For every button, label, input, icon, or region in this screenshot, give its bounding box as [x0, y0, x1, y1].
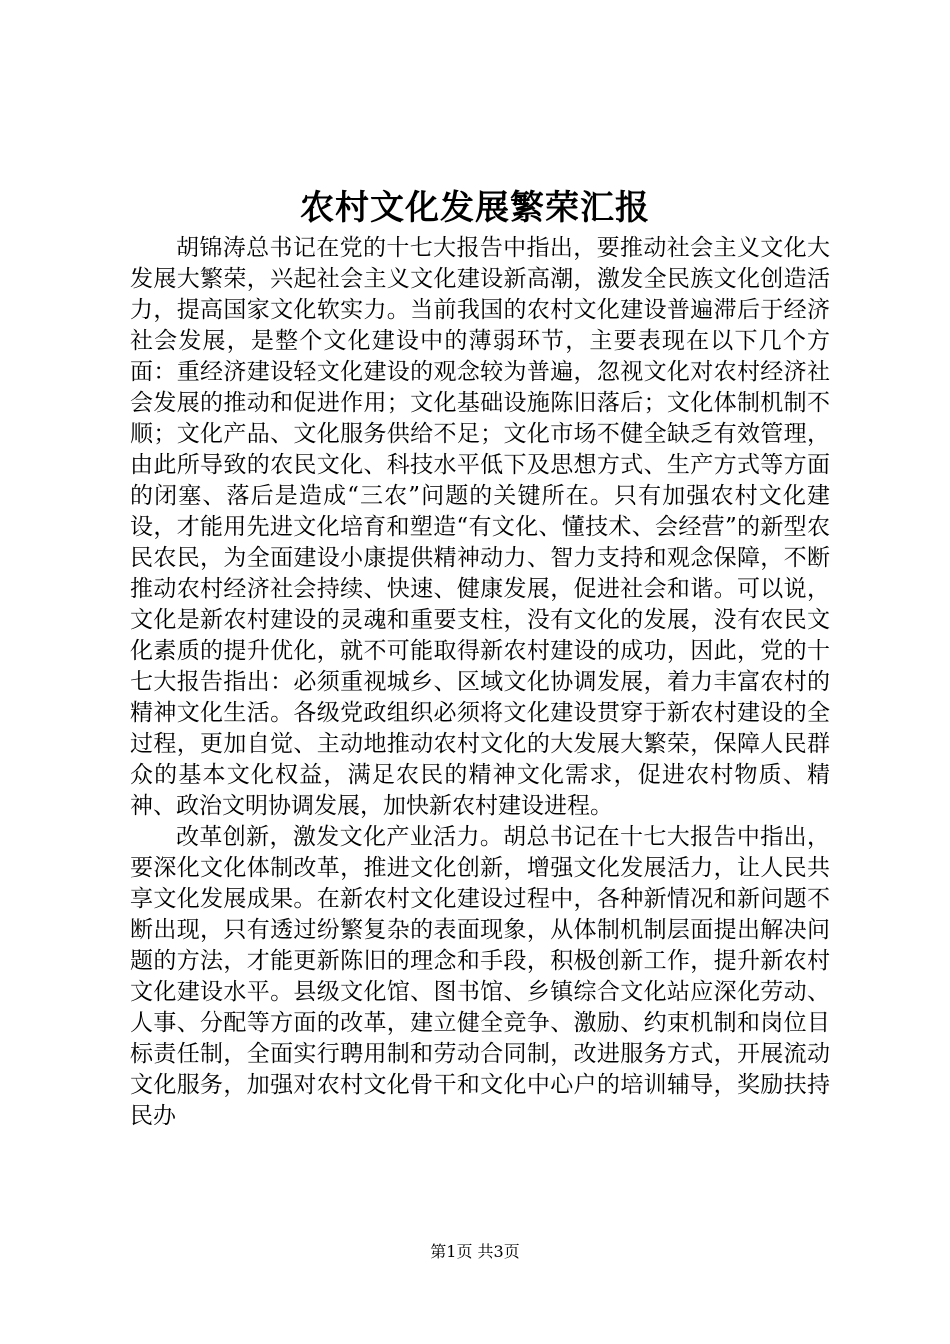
- page-number-footer: 第1页 共3页: [430, 1242, 520, 1261]
- document-body: [130, 233, 830, 1132]
- document-title: 农村文化发展繁荣汇报: [300, 188, 650, 228]
- paragraph-1: 胡锦涛总书记在党的十七大报告中指出，要推动社会主义文化大发展大繁荣，兴起社会主义文化建设新高潮，激发全民族文化创造活力，提高国家文化软实力。当前我国的农村文化建设普遍滞后于经济社会发展，是整个文化建设中的薄弱环节，主要表现在以下几个方面：重经济建设轻文化建设的观念较为普遍，忽视文化对农村经济社会发展的推动和促进作用；文化基础设施陈旧落后；文化体制机制不顺；文化产品、文化服务供给不足；文化市场不健全缺乏有效管理，由此所导致的农民文化、科技水平低下及思想方式、生产方式等方面的闭塞、落后是造成“三农”问题的关键所在。只有加强农村文化建设，才能用先进文化培育和塑造“有文化、懂技术、会经营”的新型农民农民，为全面建设小康提供精神动力、智力支持和观念保障，不断推动农村经济社会持续、快速、健康发展，促进社会和谐。可以说，文化是新农村建设的灵魂和重要支柱，没有文化的发展，没有农民文化素质的提升优化，就不可能取得新农村建设的成功，因此，党的十七大报告指出：必须重视城乡、区域文化协调发展，着力丰富农村的精神文化生活。各级党政组织必须将文化建设贯穿于新农村建设的全过程，更加自觉、主动地推动农村文化的大发展大繁荣，保障人民群众的基本文化权益，满足农民的精神文化需求，促进农村物质、精神、政治文明协调发展，加快新农村建设进程。: [130, 235, 830, 819]
- paragraph-2: 改革创新，激发文化产业活力。胡总书记在十七大报告中指出，要深化文化体制改革，推进文化创新，增强文化发展活力，让人民共享文化发展成果。在新农村文化建设过程中，各种新情况和新问题不断出现，只有透过纷繁复杂的表面现象，从体制机制层面提出解决问题的方法，才能更新陈旧的理念和手段，积极创新工作，提升新农村文化建设水平。县级文化馆、图书馆、乡镇综合文化站应深化劳动、人事、分配等方面的改革，建立健全竞争、激励、约束机制和岗位目标责任制，全面实行聘用制和劳动合同制，改进服务方式，开展流动文化服务，加强对农村文化骨干和文化中心户的培训辅导，奖励扶持民办: [130, 824, 830, 1129]
